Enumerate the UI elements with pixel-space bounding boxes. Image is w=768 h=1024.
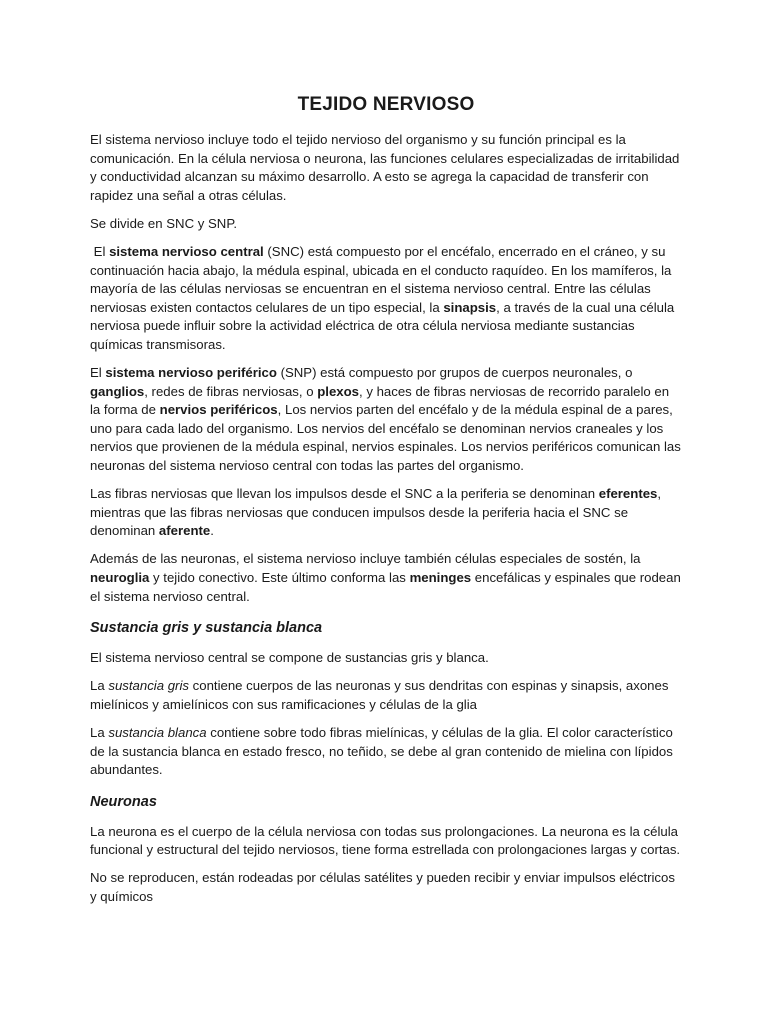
- snp-term: sistema nervioso periférico: [105, 365, 277, 381]
- snp-text-1: (SNP) está compuesto por grupos de cuerpos neuronales, o: [276, 365, 633, 381]
- snc-paragraph: [90, 243, 682, 355]
- gris-lead: La: [90, 678, 109, 694]
- blanca-lead: La: [90, 724, 109, 740]
- sustancias-paragraph: El sistema nervioso central se compone de sustancias gris y blanca.: [90, 650, 489, 666]
- snp-text-3: , y haces de fibras nerviosas de recorrido paralelo en la forma de: [90, 383, 670, 418]
- fibras-text-1: Las fibras nerviosas que llevan los impulsos desde el SNC a la periferia se denominan: [90, 486, 599, 502]
- snp-paragraph: [90, 364, 682, 476]
- ganglios-term: ganglios: [90, 383, 145, 399]
- neuroglia-paragraph: [90, 550, 682, 606]
- intro-paragraph: El sistema nervioso incluye todo el tejido nervioso del organismo y su función principal es la comunicación. En la célula nerviosa o neurona, las funciones celulares especializadas de irritabilidad y conductividad alcanzan su máximo desarrollo. A esto se agrega la capacidad de transferir con rapidez una señal a otras células.: [90, 132, 680, 203]
- sustancia-blanca-paragraph: [90, 724, 682, 780]
- gris-text: contiene cuerpos de las neuronas y sus dendritas con espinas y sinapsis, axones mielínicos y amielínicos con sus ramificaciones y células de la glia: [90, 678, 669, 712]
- sustancia-blanca-term: sustancia blanca: [108, 724, 207, 740]
- snc-text-2: , a través de la cual una célula nerviosa puede influir sobre la actividad eléctrica de otra célula nerviosa mediante sustancias químicas transmisoras.: [90, 299, 675, 352]
- fibras-paragraph: [90, 485, 682, 541]
- neuroglia-text-3: encefálicas y espinales que rodean el sistema nervioso central.: [90, 569, 681, 604]
- aferente-term: aferente: [158, 523, 211, 539]
- snc-term: sistema nervioso central: [109, 243, 264, 259]
- fibras-text-2: , mientras que las fibras nerviosas que conducen impulsos desde la periferia hacia el SNC se denominan: [90, 486, 662, 539]
- neuroglia-term: neuroglia: [90, 569, 150, 585]
- blanca-text: contiene sobre todo fibras mielínicas, y células de la glia. El color característico de la sustancia blanca en estado fresco, no teñido, se debe al gran contenido de mielina con lípidos abundantes.: [90, 724, 673, 778]
- neurona-paragraph: La neurona es el cuerpo de la célula nerviosa con todas sus prolongaciones. La neurona es la célula funcional y estructural del tejido nerviosos, tiene forma estrellada con prolongaciones largas y cortas.: [90, 823, 681, 858]
- sustancia-gris-term: sustancia gris: [108, 678, 189, 694]
- nervios-perifericos-term: nervios periféricos: [159, 402, 278, 418]
- eferentes-term: eferentes: [598, 486, 658, 502]
- reproduccion-paragraph: No se reproducen, están rodeadas por células satélites y pueden recibir y enviar impulsos eléctricos y químicos: [90, 870, 675, 904]
- sustancia-gris-paragraph: [90, 677, 682, 714]
- neuroglia-text-1: Además de las neuronas, el sistema nervioso incluye también células especiales de sostén, la: [90, 551, 641, 567]
- section-heading-neuronas: Neuronas: [90, 793, 157, 810]
- fibras-text-3: .: [210, 523, 214, 539]
- snc-lead: El: [90, 243, 110, 259]
- neuroglia-text-2: y tejido conectivo. Este último conforma las: [149, 569, 410, 585]
- plexos-term: plexos: [317, 383, 359, 399]
- snp-lead: El: [90, 365, 106, 381]
- document-page: [90, 92, 682, 916]
- section-heading-sustancia: Sustancia gris y sustancia blanca: [90, 620, 323, 637]
- snp-text-4: , Los nervios parten del encéfalo y de la médula espinal de a pares, uno para cada lado del organismo. Los nervios del encéfalo se denominan nervios craneales y los nervios que provienen de la médula espinal, nervios espinales. Los nervios periféricos comunican las neuronas del sistema nervioso central con todas las partes del organismo.: [90, 402, 681, 473]
- sinapsis-term: sinapsis: [443, 299, 497, 315]
- meninges-term: meninges: [409, 569, 472, 585]
- snc-text-1: (SNC) está compuesto por el encéfalo, encerrado en el cráneo, y su continuación hacia abajo, la médula espinal, ubicada en el conducto raquídeo. En los mamíferos, la mayoría de las células nerviosas se encuentran en el sistema nervioso central. Entre las células nerviosas existen contactos celulares de un tipo especial, la: [90, 243, 672, 315]
- snp-text-2: , redes de fibras nerviosas, o: [144, 383, 318, 399]
- document-title: TEJIDO NERVIOSO: [297, 94, 475, 115]
- division-paragraph: Se divide en SNC y SNP.: [90, 215, 238, 231]
